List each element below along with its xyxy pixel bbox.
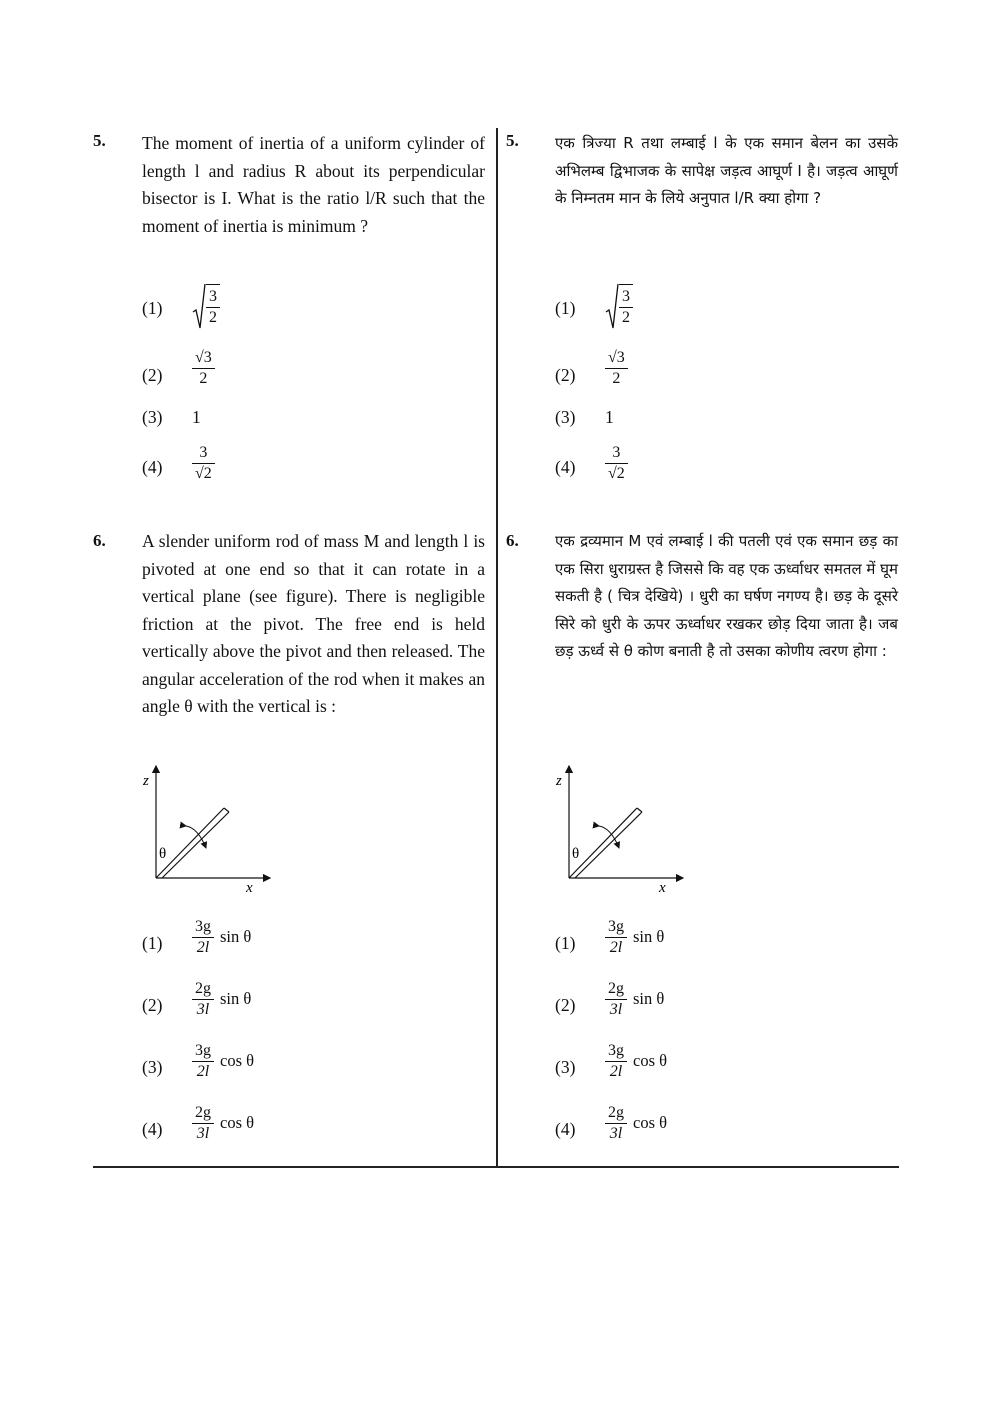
option-value: 1 (605, 407, 614, 427)
option-label: (4) (555, 1119, 576, 1139)
option-value: $\frac{3}{√2}$ (192, 443, 215, 484)
rod-figure (551, 760, 691, 900)
x-axis-label: x (246, 880, 253, 895)
option-label: (3) (142, 1057, 163, 1077)
z-axis-label: z (556, 773, 562, 789)
question-text: The moment of inertia of a uniform cylinder of length l and radius R about its perpendicular bisector is I. What is the ratio l/R such that the moment of inertia is minimum ? (142, 133, 485, 236)
option-value: $\frac{2g}{3l}$ cos θ (605, 1103, 667, 1144)
z-axis-label: z (143, 773, 149, 789)
option-value: $\frac{3g}{2l}$ cos θ (605, 1041, 667, 1082)
option-value: $\frac{3}{2}$ (605, 282, 633, 335)
question-number: 6. (93, 531, 106, 550)
option-label: (3) (555, 407, 576, 427)
option-value: $\frac{3g}{2l}$ sin θ (605, 917, 664, 958)
option-label: (2) (142, 365, 163, 385)
angle-label: θ (572, 846, 580, 862)
option-value: $\frac{3}{2}$ (192, 282, 220, 335)
column-divider (496, 128, 498, 1168)
option-label: (1) (142, 298, 163, 318)
question-text: एक त्रिज्या R तथा लम्बाई l के एक समान बेलन का उसके अभिलम्ब द्विभाजक के सापेक्ष जड़त्व आघूर्ण I है। जड़त्व आघूर्ण के निम्नतम मान के लिये अनुपात l/R क्या होगा ? (555, 134, 898, 207)
option-value: $\frac{2g}{3l}$ sin θ (192, 979, 251, 1020)
option-value: $\frac{√3}{2}$ (605, 348, 628, 389)
option-value: $\frac{√3}{2}$ (192, 348, 215, 389)
angle-label: θ (159, 846, 167, 862)
option-label: (4) (555, 457, 576, 477)
bottom-rule (93, 1166, 899, 1168)
rod-figure (138, 760, 278, 900)
option-label: (1) (555, 933, 576, 953)
option-label: (1) (555, 298, 576, 318)
option-label: (3) (555, 1057, 576, 1077)
option-label: (1) (142, 933, 163, 953)
question-number: 5. (506, 131, 519, 150)
option-label: (4) (142, 457, 163, 477)
option-value: $\frac{3g}{2l}$ cos θ (192, 1041, 254, 1082)
question-number: 5. (93, 131, 106, 150)
option-label: (2) (555, 365, 576, 385)
option-value: $\frac{2g}{3l}$ cos θ (192, 1103, 254, 1144)
option-label: (4) (142, 1119, 163, 1139)
question-number: 6. (506, 531, 519, 550)
question-text: एक द्रव्यमान M एवं लम्बाई l की पतली एवं एक समान छड़ का एक सिरा धुराग्रस्त है जिससे कि वह एक ऊर्ध्वाधर समतल में घूम सकती है ( चित्र देखिये) । धुरी का घर्षण नगण्य है। छड़ के दूसरे सिरे को धुरी के ऊपर ऊर्ध्वाधर रखकर छोड़ दिया जाता है। जब छड़ ऊर्ध्व से θ कोण बनाती है तो उसका कोणीय त्वरण होगा : (555, 532, 898, 660)
option-value: $\frac{2g}{3l}$ sin θ (605, 979, 664, 1020)
option-label: (2) (555, 995, 576, 1015)
option-value: $\frac{3}{√2}$ (605, 443, 628, 484)
x-axis-label: x (659, 880, 666, 895)
option-label: (2) (142, 995, 163, 1015)
option-label: (3) (142, 407, 163, 427)
option-value: $\frac{3g}{2l}$ sin θ (192, 917, 251, 958)
option-value: 1 (192, 407, 201, 427)
question-text: A slender uniform rod of mass M and length l is pivoted at one end so that it can rotate in a vertical plane (see figure). There is negligible friction at the pivot. The free end is held vertically above the pivot and then released. The angular acceleration of the rod when it makes an angle θ with the vertical is : (142, 531, 485, 716)
